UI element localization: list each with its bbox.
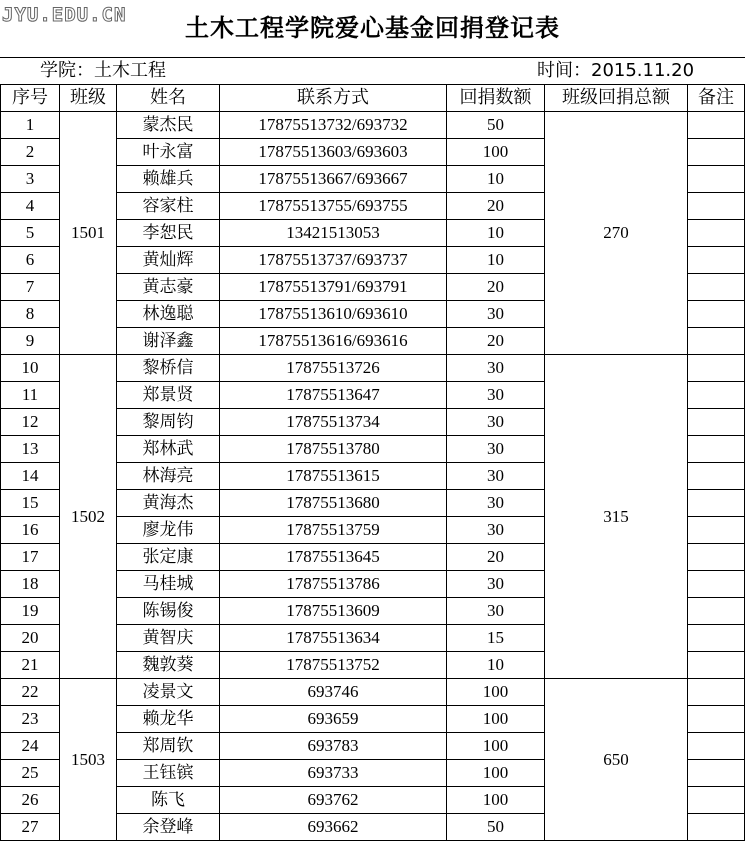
amount-cell: 30 xyxy=(447,517,545,544)
row-number-cell: 3 xyxy=(1,166,60,193)
class-cell: 1502 xyxy=(60,355,117,679)
name-cell: 廖龙伟 xyxy=(117,517,220,544)
class-total-cell: 650 xyxy=(545,679,688,841)
contact-cell: 17875513726 xyxy=(220,355,447,382)
header-cell: 回捐数额 xyxy=(447,85,545,112)
remark-cell xyxy=(688,220,745,247)
contact-cell: 17875513645 xyxy=(220,544,447,571)
name-cell: 蒙杰民 xyxy=(117,112,220,139)
contact-cell: 17875513603/693603 xyxy=(220,139,447,166)
donation-table xyxy=(0,84,745,841)
name-cell: 黄海杰 xyxy=(117,490,220,517)
row-number-cell: 23 xyxy=(1,706,60,733)
name-cell: 容家柱 xyxy=(117,193,220,220)
row-number-cell: 19 xyxy=(1,598,60,625)
class-cell: 1503 xyxy=(60,679,117,841)
remark-cell xyxy=(688,139,745,166)
remark-cell xyxy=(688,733,745,760)
class-total-cell: 270 xyxy=(545,112,688,355)
row-number-cell: 8 xyxy=(1,301,60,328)
remark-cell xyxy=(688,544,745,571)
row-number-cell: 20 xyxy=(1,625,60,652)
name-cell: 王钰镔 xyxy=(117,760,220,787)
contact-cell: 17875513755/693755 xyxy=(220,193,447,220)
name-cell: 郑周钦 xyxy=(117,733,220,760)
row-number-cell: 1 xyxy=(1,112,60,139)
name-cell: 魏敦葵 xyxy=(117,652,220,679)
name-cell: 赖雄兵 xyxy=(117,166,220,193)
remark-cell xyxy=(688,166,745,193)
row-number-cell: 10 xyxy=(1,355,60,382)
contact-cell: 17875513780 xyxy=(220,436,447,463)
amount-cell: 30 xyxy=(447,598,545,625)
amount-cell: 30 xyxy=(447,382,545,409)
contact-cell: 13421513053 xyxy=(220,220,447,247)
row-number-cell: 6 xyxy=(1,247,60,274)
row-number-cell: 24 xyxy=(1,733,60,760)
name-cell: 黄志豪 xyxy=(117,274,220,301)
name-cell: 凌景文 xyxy=(117,679,220,706)
row-number-cell: 2 xyxy=(1,139,60,166)
header-cell: 班级 xyxy=(60,85,117,112)
header-cell: 班级回捐总额 xyxy=(545,85,688,112)
name-cell: 谢泽鑫 xyxy=(117,328,220,355)
remark-cell xyxy=(688,382,745,409)
date-label: 时间：2015.11.20 xyxy=(537,60,695,81)
row-number-cell: 21 xyxy=(1,652,60,679)
header-cell: 联系方式 xyxy=(220,85,447,112)
remark-cell xyxy=(688,787,745,814)
contact-cell: 17875513634 xyxy=(220,625,447,652)
contact-cell: 17875513752 xyxy=(220,652,447,679)
amount-cell: 100 xyxy=(447,733,545,760)
class-total-cell: 315 xyxy=(545,355,688,679)
remark-cell xyxy=(688,301,745,328)
remark-cell xyxy=(688,814,745,841)
contact-cell: 693762 xyxy=(220,787,447,814)
amount-cell: 50 xyxy=(447,112,545,139)
name-cell: 黎桥信 xyxy=(117,355,220,382)
row-number-cell: 15 xyxy=(1,490,60,517)
page-title: 土木工程学院爱心基金回捐登记表 xyxy=(185,14,560,42)
name-cell: 赖龙华 xyxy=(117,706,220,733)
remark-cell xyxy=(688,436,745,463)
row-number-cell: 26 xyxy=(1,787,60,814)
name-cell: 黎周钧 xyxy=(117,409,220,436)
remark-cell xyxy=(688,409,745,436)
remark-cell xyxy=(688,112,745,139)
remark-cell xyxy=(688,625,745,652)
header-row xyxy=(1,85,745,112)
name-cell: 林逸聪 xyxy=(117,301,220,328)
remark-cell xyxy=(688,328,745,355)
class-cell: 1501 xyxy=(60,112,117,355)
contact-cell: 17875513786 xyxy=(220,571,447,598)
amount-cell: 100 xyxy=(447,679,545,706)
name-cell: 黄灿辉 xyxy=(117,247,220,274)
contact-cell: 17875513610/693610 xyxy=(220,301,447,328)
name-cell: 李恕民 xyxy=(117,220,220,247)
table-body xyxy=(1,85,745,841)
table-row xyxy=(1,679,745,706)
amount-cell: 20 xyxy=(447,544,545,571)
amount-cell: 30 xyxy=(447,355,545,382)
name-cell: 黄智庆 xyxy=(117,625,220,652)
row-number-cell: 14 xyxy=(1,463,60,490)
contact-cell: 17875513609 xyxy=(220,598,447,625)
header-cell: 姓名 xyxy=(117,85,220,112)
remark-cell xyxy=(688,247,745,274)
row-number-cell: 18 xyxy=(1,571,60,598)
amount-cell: 10 xyxy=(447,247,545,274)
amount-cell: 10 xyxy=(447,652,545,679)
amount-cell: 20 xyxy=(447,328,545,355)
contact-cell: 693746 xyxy=(220,679,447,706)
remark-cell xyxy=(688,355,745,382)
college-label: 学院：土木工程 xyxy=(40,60,166,81)
name-cell: 陈飞 xyxy=(117,787,220,814)
name-cell: 郑景贤 xyxy=(117,382,220,409)
amount-cell: 30 xyxy=(447,436,545,463)
header-cell: 备注 xyxy=(688,85,745,112)
contact-cell: 693783 xyxy=(220,733,447,760)
contact-cell: 17875513732/693732 xyxy=(220,112,447,139)
row-number-cell: 25 xyxy=(1,760,60,787)
remark-cell xyxy=(688,571,745,598)
contact-cell: 17875513737/693737 xyxy=(220,247,447,274)
row-number-cell: 7 xyxy=(1,274,60,301)
contact-cell: 693659 xyxy=(220,706,447,733)
contact-cell: 17875513647 xyxy=(220,382,447,409)
remark-cell xyxy=(688,760,745,787)
name-cell: 陈锡俊 xyxy=(117,598,220,625)
contact-cell: 693662 xyxy=(220,814,447,841)
amount-cell: 30 xyxy=(447,409,545,436)
header-cell: 序号 xyxy=(1,85,60,112)
remark-cell xyxy=(688,274,745,301)
contact-cell: 17875513734 xyxy=(220,409,447,436)
amount-cell: 30 xyxy=(447,571,545,598)
name-cell: 叶永富 xyxy=(117,139,220,166)
row-number-cell: 5 xyxy=(1,220,60,247)
row-number-cell: 16 xyxy=(1,517,60,544)
contact-cell: 17875513791/693791 xyxy=(220,274,447,301)
table-row xyxy=(1,112,745,139)
contact-cell: 17875513616/693616 xyxy=(220,328,447,355)
contact-cell: 693733 xyxy=(220,760,447,787)
row-number-cell: 11 xyxy=(1,382,60,409)
remark-cell xyxy=(688,490,745,517)
amount-cell: 30 xyxy=(447,301,545,328)
amount-cell: 30 xyxy=(447,463,545,490)
remark-cell xyxy=(688,517,745,544)
remark-cell xyxy=(688,679,745,706)
row-number-cell: 17 xyxy=(1,544,60,571)
amount-cell: 20 xyxy=(447,193,545,220)
remark-cell xyxy=(688,706,745,733)
name-cell: 余登峰 xyxy=(117,814,220,841)
name-cell: 林海亮 xyxy=(117,463,220,490)
table-row xyxy=(1,355,745,382)
remark-cell xyxy=(688,598,745,625)
amount-cell: 15 xyxy=(447,625,545,652)
remark-cell xyxy=(688,193,745,220)
name-cell: 张定康 xyxy=(117,544,220,571)
amount-cell: 20 xyxy=(447,274,545,301)
site-watermark: JYU.EDU.CN xyxy=(2,4,127,26)
contact-cell: 17875513680 xyxy=(220,490,447,517)
contact-cell: 17875513667/693667 xyxy=(220,166,447,193)
amount-cell: 100 xyxy=(447,760,545,787)
amount-cell: 10 xyxy=(447,166,545,193)
row-number-cell: 9 xyxy=(1,328,60,355)
contact-cell: 17875513759 xyxy=(220,517,447,544)
amount-cell: 100 xyxy=(447,139,545,166)
contact-cell: 17875513615 xyxy=(220,463,447,490)
amount-cell: 100 xyxy=(447,706,545,733)
remark-cell xyxy=(688,463,745,490)
row-number-cell: 13 xyxy=(1,436,60,463)
row-number-cell: 27 xyxy=(1,814,60,841)
amount-cell: 50 xyxy=(447,814,545,841)
remark-cell xyxy=(688,652,745,679)
name-cell: 郑林武 xyxy=(117,436,220,463)
row-number-cell: 12 xyxy=(1,409,60,436)
row-number-cell: 4 xyxy=(1,193,60,220)
amount-cell: 10 xyxy=(447,220,545,247)
amount-cell: 100 xyxy=(447,787,545,814)
row-number-cell: 22 xyxy=(1,679,60,706)
name-cell: 马桂城 xyxy=(117,571,220,598)
amount-cell: 30 xyxy=(447,490,545,517)
